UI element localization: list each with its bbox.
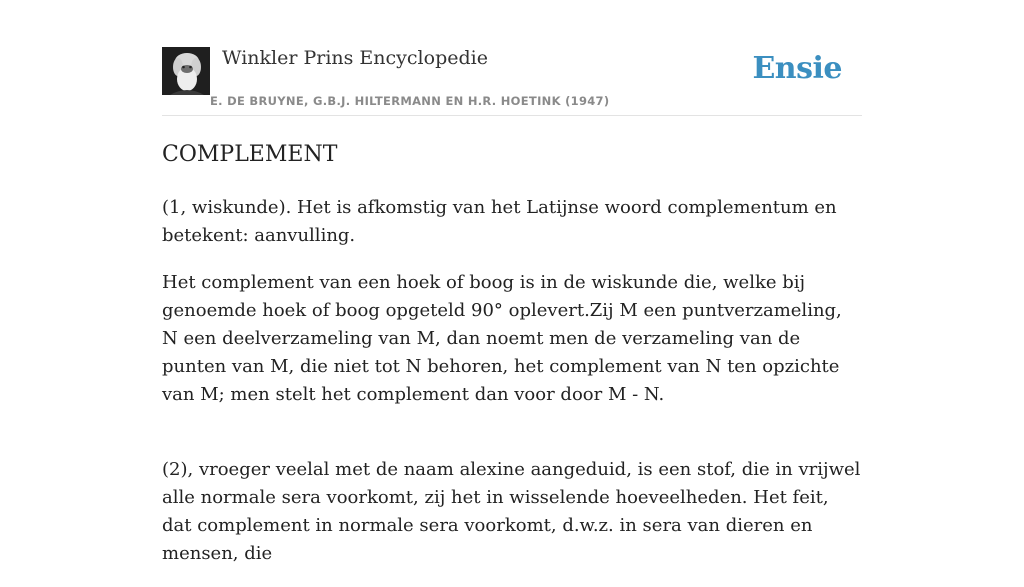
site-header xyxy=(162,44,862,116)
ensie-logo-link[interactable]: Ensie xyxy=(752,51,842,86)
site-title-link[interactable]: Winkler Prins Encyclopedie xyxy=(222,47,488,69)
article-content xyxy=(162,140,862,587)
portrait-icon xyxy=(162,47,210,95)
article-paragraph-1: (1, wiskunde). Het is afkomstig van het Latijnse woord complementum en betekent: aanvulling. xyxy=(162,197,837,246)
portrait-image xyxy=(162,47,210,95)
article-title: COMPLEMENT xyxy=(162,142,338,167)
paragraph-spacer xyxy=(162,428,862,456)
authors-byline: E. DE BRUYNE, G.B.J. HILTERMANN EN H.R. HOETINK (1947) xyxy=(210,94,610,108)
article-paragraph-2: Het complement van een hoek of boog is in de wiskunde die, welke bij genoemde hoek of boog opgeteld 90° oplevert.Zij M een puntverzameling, N een deelverzameling van M, dan noemt men de verzameling van de punten van M, die niet tot N behoren, het complement van N ten opzichte van M; men stelt het complement dan voor door M - N. xyxy=(162,272,842,405)
article-paragraph-3: (2), vroeger veelal met de naam alexine aangeduid, is een stof, die in vrijwel alle normale sera voorkomt, zij het in wisselende hoeveelheden. Het feit, dat complement in normale sera voorkomt, d.w.z. in sera van dieren en mensen, die xyxy=(162,459,861,564)
